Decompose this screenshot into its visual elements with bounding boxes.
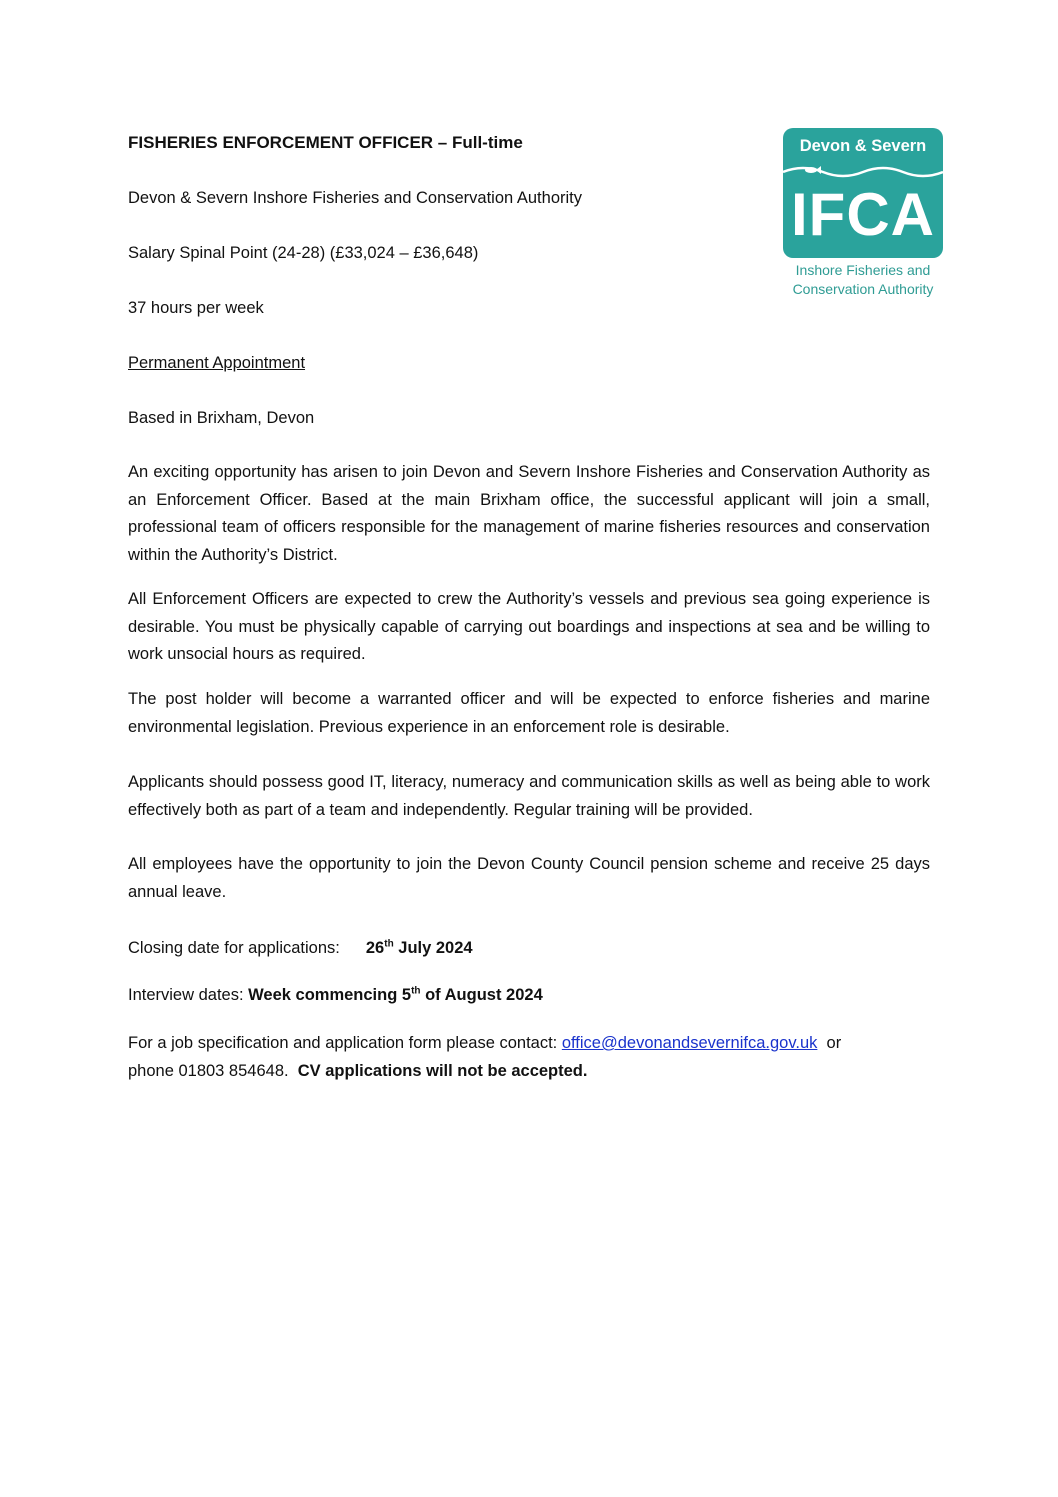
salary-line: Salary Spinal Point (24-28) (£33,024 – £36,648) (128, 244, 479, 262)
ifca-logo (780, 128, 946, 300)
paragraph-pension: All employees have the opportunity to join the Devon County Council pension scheme and receive 25 days annual leave. (128, 855, 930, 901)
contact-phone: phone 01803 854648. (128, 1061, 298, 1080)
paragraph-crew: All Enforcement Officers are expected to crew the Authority’s vessels and previous sea going experience is desirable. You must be physically capable of carrying out boardings and inspections at sea and be willing to work unsocial hours as required. (128, 590, 930, 663)
interview-dates (128, 985, 543, 1005)
job-title: FISHERIES ENFORCEMENT OFFICER – Full-time (128, 133, 523, 152)
logo-top-text: Devon & Severn (799, 137, 927, 155)
paragraph-skills: Applicants should possess good IT, literacy, numeracy and communication skills as well as being able to work effectively both as part of a team and independently. Regular training will be provided. (128, 773, 930, 819)
interview-suffix: th (411, 985, 421, 997)
logo-sub-line-1: Inshore Fisheries and (795, 262, 931, 278)
logo-badge (783, 128, 943, 258)
contact-text: For a job specification and application form please contact: (128, 1034, 562, 1052)
contact-paragraph (128, 1030, 930, 1085)
closing-day-suffix: th (384, 938, 394, 950)
closing-label: Closing date for applications: (128, 939, 340, 957)
cv-note: CV applications will not be accepted. (297, 1061, 588, 1080)
paragraph-intro: An exciting opportunity has arisen to join Devon and Severn Inshore Fisheries and Conservation Authority as an Enforcement Officer. Based at the main Brixham office, the successful applicant will join a small, professional team of officers responsible for the management of marine fisheries resources and conservation within the Authority’s District. (128, 463, 930, 564)
interview-rest: of August 2024 (420, 986, 543, 1004)
interview-prefix: Week commencing 5 (248, 986, 412, 1004)
paragraph-warranted: The post holder will become a warranted officer and will be expected to enforce fisheries and marine environmental legislation. Previous experience in an enforcement role is desirable. (128, 690, 930, 736)
closing-date (128, 938, 473, 958)
interview-label: Interview dates: (128, 986, 249, 1004)
closing-day: 26 (365, 939, 385, 957)
hours-line: 37 hours per week (128, 299, 264, 317)
location-line: Based in Brixham, Devon (128, 409, 315, 427)
appointment-type: Permanent Appointment (128, 354, 306, 372)
logo-sub-line-2: Conservation Authority (792, 281, 934, 297)
logo-main-text: IFCA (791, 181, 935, 248)
contact-email-link[interactable]: office@devonandsevernifca.gov.uk (561, 1034, 818, 1052)
contact-or: or (817, 1034, 842, 1052)
closing-month-year: July 2024 (393, 939, 473, 957)
organisation-name: Devon & Severn Inshore Fisheries and Conservation Authority (128, 189, 582, 207)
